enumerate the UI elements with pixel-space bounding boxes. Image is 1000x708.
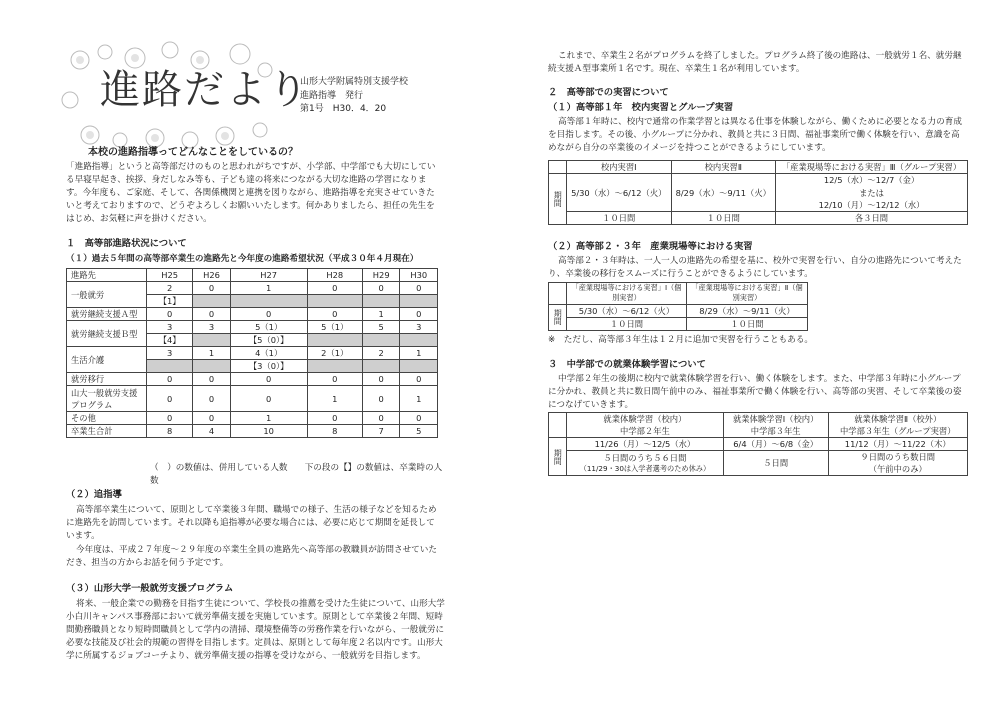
practice-table-3 bbox=[548, 412, 968, 476]
table-header-cell: 「産業現場等における実習」Ⅰ（個別実習） bbox=[567, 283, 687, 305]
section1-heading: １ 高等部進路状況について bbox=[66, 238, 187, 249]
practice-table-2 bbox=[548, 282, 808, 331]
table-cell: 0 bbox=[193, 386, 231, 412]
table-cell: 11/26（月）〜12/5（水） bbox=[567, 438, 724, 451]
table-cell: 0 bbox=[147, 412, 193, 425]
table-cell: 5（1） bbox=[307, 321, 362, 334]
practice-table-1 bbox=[548, 160, 968, 225]
period-label: 期間 bbox=[549, 174, 567, 225]
table-subcell: 【5（0）】 bbox=[230, 334, 307, 347]
section2-sub2-paragraph: 高等部２・３年時は、一人一人の進路先の希望を基に、校外で実習を行い、自分の進路先について考えたり、卒業後の移行をスムーズに行うことができるようにしています。 bbox=[548, 256, 962, 279]
issue-info: 第1号 H30．4．20 bbox=[300, 104, 387, 114]
table-cell: 4 bbox=[193, 425, 231, 438]
row-label: 一般就労 bbox=[67, 282, 147, 308]
table-cell: 0 bbox=[400, 412, 438, 425]
table-cell: 5（1） bbox=[230, 321, 307, 334]
days-note: （午前中のみ） bbox=[868, 464, 927, 475]
table-cell: １０日間 bbox=[567, 317, 687, 330]
section3-heading: ３ 中学部での就業体験学習について bbox=[548, 359, 706, 370]
table-cell: 2 bbox=[362, 347, 400, 360]
table-cell: 0 bbox=[193, 282, 231, 295]
table-cell: 0 bbox=[307, 308, 362, 321]
table-header-row bbox=[549, 283, 808, 305]
program-result-paragraph: これまで、卒業生２名がプログラムを終了しました。プログラム終了後の進路は、一般就労１名、就労継続支援Ａ型事業所１名です。現在、卒業生１名が利用しています。 bbox=[548, 51, 962, 74]
table-row bbox=[67, 373, 438, 386]
right-page bbox=[500, 0, 1000, 708]
table-cell: 0 bbox=[307, 373, 362, 386]
table-row bbox=[67, 308, 438, 321]
table-cell: 0 bbox=[230, 386, 307, 412]
row-label: 卒業生合計 bbox=[67, 425, 147, 438]
days-note: （11/29・30は入学者選考のため休み） bbox=[579, 463, 711, 473]
table-cell: 0 bbox=[307, 412, 362, 425]
table-cell: 5/30（水）〜6/12（火） bbox=[567, 304, 687, 317]
table-row bbox=[549, 174, 968, 212]
table-row bbox=[67, 282, 438, 295]
table-cell: 3 bbox=[193, 321, 231, 334]
days-text: ９日間のうち数日間 bbox=[860, 452, 936, 463]
table-cell: 8/29（水）〜9/11（火） bbox=[686, 304, 807, 317]
career-table bbox=[66, 268, 438, 438]
table-row bbox=[549, 304, 808, 317]
table-cell bbox=[828, 451, 968, 476]
table-header-cell: 就業体験学習Ⅱ（校外） 中学部３年生（グループ実習） bbox=[828, 413, 968, 438]
table-cell: 0 bbox=[400, 373, 438, 386]
lead-heading: 本校の進路指導ってどんなことをしているの？ bbox=[88, 147, 298, 158]
table-subcell: 【1】 bbox=[147, 295, 193, 308]
table-cell: 3 bbox=[147, 347, 193, 360]
table-row bbox=[549, 317, 808, 330]
table-row bbox=[67, 425, 438, 438]
table-cell: 0 bbox=[362, 386, 400, 412]
table-cell: 8 bbox=[147, 425, 193, 438]
table-cell: 0 bbox=[147, 373, 193, 386]
table-cell: 0 bbox=[362, 282, 400, 295]
table-row bbox=[67, 386, 438, 412]
table-cell: 0 bbox=[230, 373, 307, 386]
table-header-row bbox=[67, 269, 438, 282]
table-cell: 5 bbox=[400, 425, 438, 438]
table-cell bbox=[567, 451, 724, 476]
table-cell: 1 bbox=[193, 347, 231, 360]
section1-sub3: （３）山形大学一般就労支援プログラム bbox=[66, 583, 234, 594]
table-cell: 1 bbox=[362, 308, 400, 321]
table-header-cell: 校内実習Ⅱ bbox=[671, 161, 776, 174]
table-cell: 3 bbox=[147, 321, 193, 334]
school-name: 山形大学附属特別支援学校 bbox=[300, 77, 409, 87]
table-cell: 4（1） bbox=[230, 347, 307, 360]
row-label: 山大一般就労支援プログラム bbox=[67, 386, 147, 412]
row-label: 就労継続支援Ａ型 bbox=[67, 308, 147, 321]
table-header-row bbox=[549, 161, 968, 174]
table-subcell: 【3（0）】 bbox=[230, 360, 307, 373]
table-header-cell: H30 bbox=[400, 269, 438, 282]
section1-sub2: （２）追指導 bbox=[66, 489, 122, 500]
section2-note: ※ ただし、高等部３年生は１２月に追加で実習を行うこともある。 bbox=[548, 335, 814, 345]
table-note: （ ）の数値は、併用している人数 下の段の【】の数値は、卒業時の人数 bbox=[150, 463, 443, 486]
table-header-cell: 就業体験学習（校内） 中学部２年生 bbox=[567, 413, 724, 438]
section2-sub2: （２）高等部２・３年 産業現場等における実習 bbox=[548, 241, 753, 252]
table-cell: １０日間 bbox=[567, 212, 672, 225]
table-cell: 1 bbox=[400, 347, 438, 360]
table-header-row bbox=[549, 413, 968, 438]
table-row bbox=[549, 438, 968, 451]
table-cell: 1 bbox=[307, 386, 362, 412]
table-cell: 各３日間 bbox=[776, 212, 968, 225]
table-header-cell: 「産業現場等における実習」Ⅱ（個別実習） bbox=[686, 283, 807, 305]
table-header-cell: 校内実習Ⅰ bbox=[567, 161, 672, 174]
period-label: 期間 bbox=[549, 438, 567, 476]
table-subcell: 【4】 bbox=[147, 334, 193, 347]
table-cell: 0 bbox=[193, 412, 231, 425]
table-cell: 0 bbox=[193, 373, 231, 386]
table-header-cell: H28 bbox=[307, 269, 362, 282]
sub2-paragraph-1: 高等部卒業生について、原則として卒業後３年間、職場での様子、生活の様子などを知るために進路先を訪問しています。それ以降も追指導が必要な場合には、必要に応じて期間を延長しています。 bbox=[66, 505, 437, 541]
table-cell: 1 bbox=[230, 282, 307, 295]
table-cell: １０日間 bbox=[671, 212, 776, 225]
row-label: 就労継続支援Ｂ型 bbox=[67, 321, 147, 347]
table-cell: 0 bbox=[400, 282, 438, 295]
table-cell: 1 bbox=[400, 386, 438, 412]
days-text: ５日間のうち５６日間 bbox=[603, 452, 687, 463]
table-cell: 3 bbox=[400, 321, 438, 334]
table-header-cell: H29 bbox=[362, 269, 400, 282]
table-cell: ５日間 bbox=[723, 451, 828, 476]
table-cell: 12/5（水）〜12/7（金） または 12/10（月）〜12/12（水） bbox=[776, 174, 968, 212]
table-cell: 0 bbox=[400, 308, 438, 321]
table-cell: 5 bbox=[362, 321, 400, 334]
table-header-cell: 「産業現場等における実習」Ⅲ（グループ実習） bbox=[776, 161, 968, 174]
section2-heading: ２ 高等部での実習について bbox=[548, 87, 669, 98]
row-label: 生活介護 bbox=[67, 347, 147, 373]
newsletter-title: 進路だより bbox=[100, 67, 310, 113]
table-cell: 5/30（水）〜6/12（火） bbox=[567, 174, 672, 212]
period-label: 期間 bbox=[549, 304, 567, 330]
section2-sub1: （１）高等部１年 校内実習とグループ実習 bbox=[548, 102, 734, 113]
table-row bbox=[67, 412, 438, 425]
table-cell: 0 bbox=[230, 308, 307, 321]
table-cell: 2 bbox=[147, 282, 193, 295]
table-cell: 8 bbox=[307, 425, 362, 438]
table-cell: 2（1） bbox=[307, 347, 362, 360]
sub3-paragraph: 将来、一般企業での勤務を目指す生徒について、学校長の推薦を受けた生徒について、山形大学小白川キャンパス事務部において就労準備支援を実施しています。原則として卒業後２年間、短時間勤務職員となり短時間職員として学内の清掃、環境整備等の労務作業を行いながら、一般就労に必要な技能及び社会的規範の習得を目指します。定員は、原則として毎年度２名以内です。山形大学に所属するジョブコーチより、就労準備支援の指導を受けながら、一般就労を目指します。 bbox=[66, 599, 445, 661]
table-cell: 7 bbox=[362, 425, 400, 438]
table-row bbox=[67, 347, 438, 360]
section2-sub1-paragraph: 高等部１年時に、校内で通常の作業学習とは異なる仕事を体験しながら、働くために必要となる力の育成を目指します。その後、小グループに分かれ、教員と共に３日間、福祉事業所で働く体験を行い、意識を高めながら自分の卒業後のイメージを持つことができるようにしています。 bbox=[548, 117, 962, 153]
table-header-cell: H26 bbox=[193, 269, 231, 282]
section1-sub1: （１）過去５年間の高等部卒業生の進路先と今年度の進路希望状況（平成３０年４月現在） bbox=[66, 254, 419, 264]
table-cell: 0 bbox=[307, 282, 362, 295]
table-cell: 0 bbox=[147, 308, 193, 321]
table-cell: 11/12（月）〜11/22（木） bbox=[828, 438, 968, 451]
table-cell: 8/29（水）〜9/11（火） bbox=[671, 174, 776, 212]
table-header-cell: H25 bbox=[147, 269, 193, 282]
section3-paragraph: 中学部２年生の後期に校内で就業体験学習を行い、働く体験をします。また、中学部３年時に小グループに分かれ、教員と共に数日間午前中のみ、福祉事業所で働く体験を行い、高等部の実習、そして卒業後の姿につなげていきます。 bbox=[548, 374, 962, 410]
table-cell: 10 bbox=[230, 425, 307, 438]
table-header-cell: 就業体験学習Ⅰ（校内） 中学部３年生 bbox=[723, 413, 828, 438]
table-cell: 6/4（月）〜6/8（金） bbox=[723, 438, 828, 451]
table-row bbox=[549, 451, 968, 476]
row-label: 就労移行 bbox=[67, 373, 147, 386]
publisher-block bbox=[300, 76, 408, 117]
table-header-cell: 進路先 bbox=[67, 269, 147, 282]
table-cell: 1 bbox=[230, 412, 307, 425]
sub2-paragraph-2: 今年度は、平成２７年度〜２９年度の卒業生全員の進路先へ高等部の教職員が訪問させていただき、担当の方からお話を伺う予定です。 bbox=[66, 545, 437, 568]
table-header-cell: H27 bbox=[230, 269, 307, 282]
table-cell: 0 bbox=[193, 308, 231, 321]
table-cell: １０日間 bbox=[686, 317, 807, 330]
row-label: その他 bbox=[67, 412, 147, 425]
table-cell: 0 bbox=[362, 373, 400, 386]
department: 進路指導 発行 bbox=[300, 90, 364, 101]
table-cell: 0 bbox=[362, 412, 400, 425]
table-row bbox=[549, 212, 968, 225]
intro-paragraph: 「進路指導」というと高等部だけのものと思われがちですが、小学部、中学部でも大切にしている早寝早起き、挨拶、身だしなみ等も、子ども達の将来につながる大切な進路の学習になります。今年度も、ご家庭、そして、各関係機関と連携を図りながら、進路指導を充実させていきたいと考えておりますので、どうぞよろしくお願いいたします。何かありましたら、担任の先生をはじめ、お気軽に声を掛けください。 bbox=[66, 162, 436, 224]
table-row bbox=[67, 321, 438, 334]
table-cell: 0 bbox=[147, 386, 193, 412]
